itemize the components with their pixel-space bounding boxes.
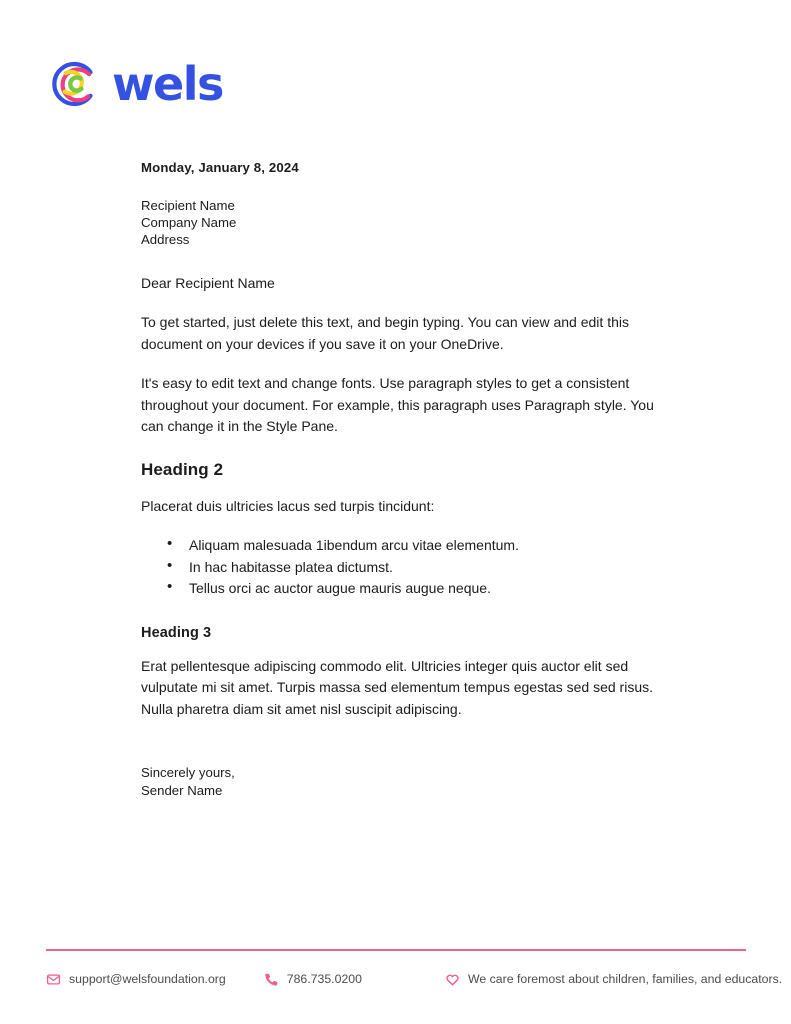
brand-wordmark: wels [112, 57, 223, 111]
heading-2: Heading 2 [141, 459, 224, 479]
closing-line: Sincerely yours, [141, 765, 235, 780]
heading-3: Heading 3 [141, 624, 212, 641]
body-paragraph-2: It's easy to edit text and change fonts. Use paragraph styles to get a consistent throughout your document. For example, this paragraph uses Paragraph style. You can change it in the Style Pane. [141, 375, 654, 434]
list-item: • Tellus orci ac auctor augue mauris augue neque. [189, 578, 661, 599]
footer-tagline-text: We care foremost about children, families, and educators. [467, 972, 783, 986]
body-paragraph-1: To get started, just delete this text, and begin typing. You can view and edit this document on your devices if you save it on your OneDrive. [141, 314, 629, 352]
address-line: Company Name [141, 215, 237, 230]
envelope-icon [46, 972, 61, 987]
letterhead-logo [52, 57, 223, 111]
heading-3-paragraph: Erat pellentesque adipiscing commodo elit. Ultricies integer quis auctor elit sed vulputate mi sit amet. Turpis massa sed elementum tempus egestas sed sed risus. Nulla pharetra diam sit amet nisl suscipit adipiscing. [141, 657, 654, 717]
footer-phone-text: 786.735.0200 [286, 972, 362, 986]
footer-email[interactable] [46, 971, 226, 987]
closing-block [141, 764, 661, 800]
wels-spiral-logo-icon [52, 60, 100, 108]
footer-phone[interactable] [264, 971, 362, 987]
footer [46, 971, 783, 987]
recipient-address-block [141, 197, 661, 248]
address-line: Address [141, 232, 190, 247]
bulleted-list [141, 535, 661, 599]
footer-email-text: support@welsfoundation.org [69, 972, 226, 986]
salutation: Dear Recipient Name [141, 275, 275, 291]
letter-date: Monday, January 8, 2024 [141, 160, 299, 175]
footer-divider [46, 949, 746, 951]
heart-icon [445, 972, 460, 987]
sender-name: Sender Name [141, 783, 223, 798]
list-item: • In hac habitasse platea dictumst. [189, 557, 661, 578]
letter-body [141, 160, 661, 800]
list-item: • Aliquam malesuada 1ibendum arcu vitae elementum. [189, 535, 661, 556]
list-intro-paragraph: Placerat duis ultricies lacus sed turpis tincidunt: [141, 497, 435, 514]
address-line: Recipient Name [141, 198, 235, 213]
phone-icon [264, 972, 279, 987]
footer-tagline [445, 971, 782, 987]
